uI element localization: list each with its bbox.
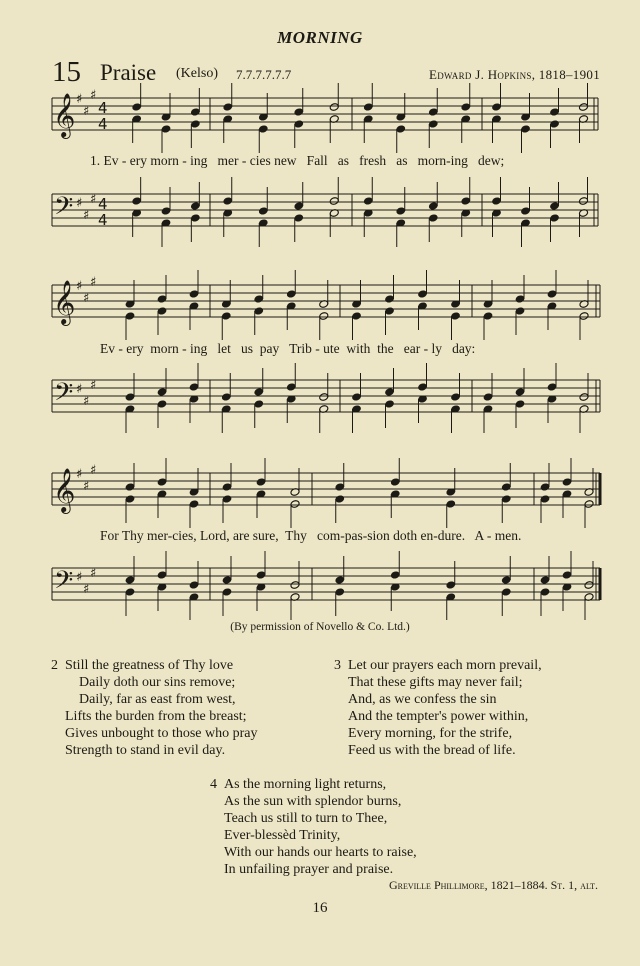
key-signature-sharp: ♯ [76,570,83,585]
hymn-name: Praise [100,60,157,85]
verse-line: Daily, far as east from west, [79,692,236,707]
verse-line: Daily doth our sins remove; [79,675,236,690]
key-signature-sharp: ♯ [90,566,97,581]
verse-line: Strength to stand in evil day. [65,743,226,758]
time-signature-bottom: 4 [98,115,108,133]
time-signature-top: 4 [98,99,108,117]
verse-4 [210,776,417,878]
key-signature-sharp: ♯ [90,463,97,478]
verse-line: As the morning light returns, [224,777,387,792]
key-signature-sharp: ♯ [76,382,83,397]
verse-2 [51,657,258,759]
verse-line: Still the greatness of Thy love [65,658,234,673]
verse-line: Let our prayers each morn prevail, [348,658,542,673]
verse-line: Lifts the burden from the breast; [65,709,247,724]
verse-line: Feed us with the bread of life. [348,743,516,758]
verse-line: In unfailing prayer and praise. [224,862,394,877]
time-signature-bottom: 4 [98,211,108,229]
verse-line: And, as we confess the sin [348,692,497,707]
key-signature-sharp: ♯ [76,279,83,294]
page-number: 16 [312,900,328,916]
key-signature-sharp: ♯ [83,394,90,409]
verse-line: Gives unbought to those who pray [65,726,258,741]
bass-clef: 𝄢 [54,192,74,227]
key-signature-sharp: ♯ [90,275,97,290]
key-signature-sharp: ♯ [90,378,97,393]
verse-number: 3 [334,658,341,673]
permission-note: (By permission of Novello & Co. Ltd.) [230,621,410,633]
key-signature-sharp: ♯ [83,479,90,494]
meter: 7.7.7.7.7.7 [236,67,292,82]
verse-3 [334,657,542,759]
key-signature-sharp: ♯ [83,582,90,597]
lyric-line-3: For Thy mer-cies, Lord, are sure, Thy com-pas-sion doth en-dure. A - men. [100,528,522,543]
key-signature-sharp: ♯ [76,92,83,107]
key-signature-sharp: ♯ [83,291,90,306]
bass-clef: 𝄢 [54,378,74,413]
author-credit: Greville Phillimore, 1821–1884. St. 1, alt. [388,878,598,892]
lyric-line-2: Ev - ery morn - ing let us pay Trib - ute with the ear - ly day: [100,341,476,356]
treble-clef: 𝄞 [53,280,76,324]
key-signature-sharp: ♯ [90,88,97,103]
section-title: MORNING [277,28,363,47]
lyric-line-1: 1. Ev - ery morn - ing mer - cies new Fall as fresh as morn-ing dew; [90,153,505,168]
verse-line: Teach us still to turn to Thee, [224,811,388,826]
verse-line: As the sun with splendor burns, [224,794,402,809]
key-signature-sharp: ♯ [76,196,83,211]
tune-name: (Kelso) [176,66,218,81]
treble-clef: 𝄞 [53,468,76,512]
time-signature-top: 4 [98,195,108,213]
verse-number: 4 [210,777,217,792]
verse-number: 2 [51,658,58,673]
verse-line: That these gifts may never fail; [348,675,523,690]
treble-clef: 𝄞 [53,93,76,137]
key-signature-sharp: ♯ [83,208,90,223]
verse-line: With our hands our hearts to raise, [224,845,417,860]
key-signature-sharp: ♯ [90,192,97,207]
verse-line: Ever-blessèd Trinity, [224,828,341,843]
verse-line: And the tempter's power within, [348,709,529,724]
key-signature-sharp: ♯ [76,467,83,482]
verse-line: Every morning, for the strife, [348,726,513,741]
composer-credit: Edward J. Hopkins, 1818–1901 [428,67,600,82]
key-signature-sharp: ♯ [83,104,90,119]
bass-clef: 𝄢 [54,566,74,601]
hymn-number: 15 [52,56,81,88]
